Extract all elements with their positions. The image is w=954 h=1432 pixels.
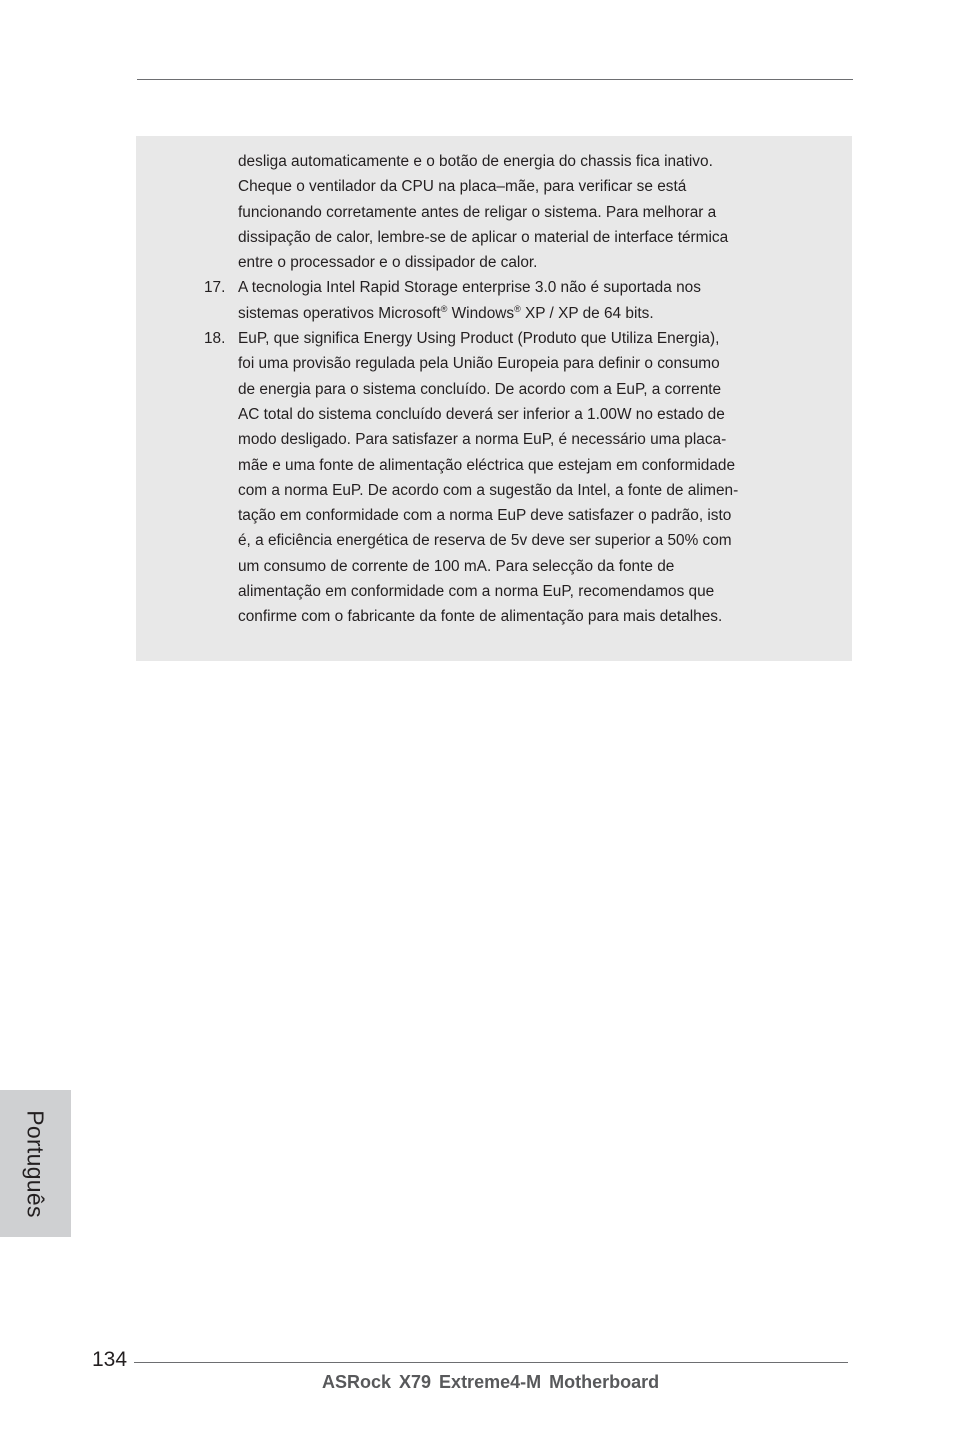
text-line: é, a eficiência energética de reserva de 5v deve ser superior a 50% com bbox=[238, 532, 732, 550]
text-line: AC total do sistema concluído deverá ser inferior a 1.00W no estado de bbox=[238, 405, 725, 423]
text-line: Cheque o ventilador da CPU na placa–mãe, para verificar se está bbox=[238, 178, 687, 196]
text-line: entre o processador e o dissipador de calor. bbox=[238, 254, 538, 272]
language-tab-label: Português bbox=[22, 1110, 49, 1218]
text-line: de energia para o sistema concluído. De acordo com a EuP, a corrente bbox=[238, 380, 722, 398]
footer-rule bbox=[134, 1362, 848, 1363]
footer-title: ASRock X79 Extreme4-M Motherboard bbox=[322, 1372, 660, 1392]
header-rule bbox=[137, 79, 853, 80]
text-span: sistemas operativos Microsoft bbox=[238, 304, 441, 322]
text-line: confirme com o fabricante da fonte de alimentação para mais detalhes. bbox=[238, 608, 723, 626]
text-line: A tecnologia Intel Rapid Storage enterprise 3.0 não é suportada nos bbox=[238, 279, 701, 297]
language-tab bbox=[0, 1090, 71, 1237]
text-line: desliga automaticamente e o botão de energia do chassis fica inativo. bbox=[238, 153, 713, 170]
text-line: mãe e uma fonte de alimentação eléctrica que estejam em conformidade bbox=[238, 456, 736, 474]
text-line: com a norma EuP. De acordo com a sugestão da Intel, a fonte de alimen- bbox=[238, 481, 739, 499]
list-number: 17. bbox=[204, 279, 226, 297]
text-line: foi uma provisão regulada pela União Europeia para definir o consumo bbox=[238, 355, 720, 373]
list-item-18 bbox=[204, 326, 798, 630]
registered-mark: ® bbox=[514, 303, 521, 314]
page-number: 134 bbox=[92, 1348, 128, 1371]
text-line: tação em conformidade com a norma EuP deve satisfazer o padrão, isto bbox=[238, 507, 732, 525]
text-line: modo desligado. Para satisfazer a norma EuP, é necessário uma placa- bbox=[238, 431, 727, 449]
text-line: um consumo de corrente de 100 mA. Para selecção da fonte de bbox=[238, 557, 675, 575]
text-line: alimentação em conformidade com a norma EuP, recomendamos que bbox=[238, 583, 715, 601]
text-line: EuP, que significa Energy Using Product (Produto que Utiliza Energia), bbox=[238, 330, 720, 348]
text-span: XP / XP de 64 bits. bbox=[520, 304, 654, 322]
list-number: 18. bbox=[204, 330, 226, 348]
registered-mark: ® bbox=[440, 303, 448, 314]
continuation-paragraph bbox=[238, 149, 798, 275]
list-item-17 bbox=[204, 275, 798, 326]
text-line: funcionando corretamente antes de religar o sistema. Para melhorar a bbox=[238, 203, 717, 221]
text-line: dissipação de calor, lembre-se de aplicar o material de interface térmica bbox=[238, 228, 729, 246]
note-text bbox=[204, 149, 798, 630]
text-span: Windows bbox=[447, 304, 515, 322]
text-line bbox=[238, 301, 798, 326]
